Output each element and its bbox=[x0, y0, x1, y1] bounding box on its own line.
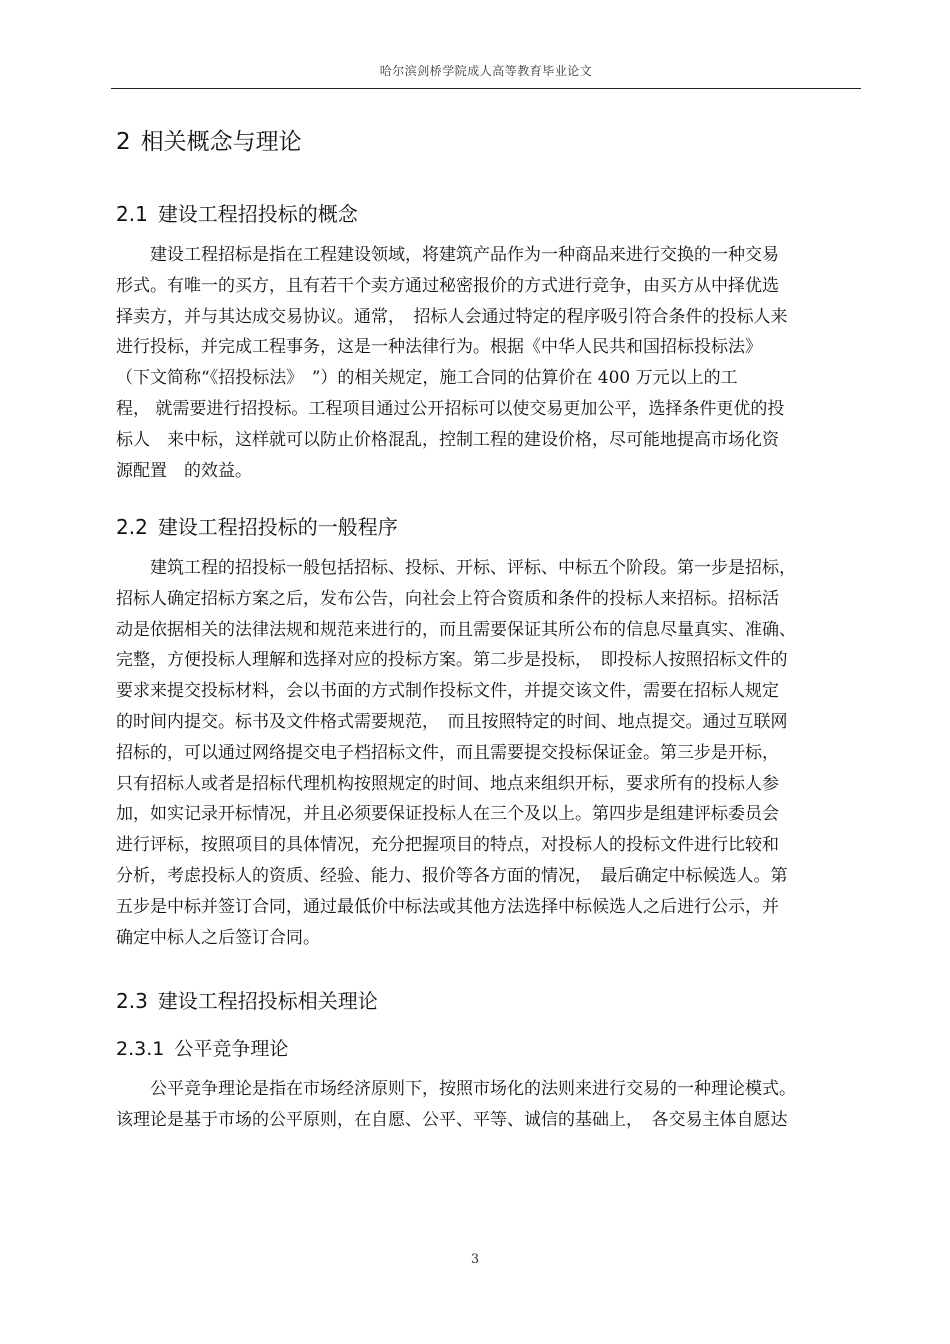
section-number: 2.3 bbox=[116, 989, 148, 1013]
header-divider bbox=[111, 88, 861, 89]
text-line: 该理论是基于市场的公平原则，在自愿、公平、平等、诚信的基础上， 各交易主体自愿达 bbox=[116, 1109, 788, 1130]
subsection-number: 2.3.1 bbox=[116, 1038, 165, 1060]
text-line: （下文简称“《招投标法》 ”）的相关规定，施工合同的估算价在 400 万元以上的工 bbox=[116, 368, 738, 389]
text-line: 招标人确定招标方案之后，发布公告，向社会上符合资质和条件的投标人来招标。招标活 bbox=[116, 588, 779, 609]
chapter-title-text: 相关概念与理论 bbox=[140, 129, 302, 155]
text-line: 建设工程招标是指在工程建设领域，将建筑产品作为一种商品来进行交换的一种交易 bbox=[116, 245, 779, 265]
section-title-2-2 bbox=[116, 511, 398, 540]
section-title-text: 建设工程招投标的一般程序 bbox=[157, 515, 398, 539]
text-line: 源配置 的效益。 bbox=[116, 460, 252, 481]
text-line: 程， 就需要进行招投标。工程项目通过公开招标可以使交易更加公平，选择条件更优的投 bbox=[116, 398, 785, 419]
paragraph-2-3-1 bbox=[116, 1074, 876, 1136]
section-title-2-1 bbox=[116, 198, 358, 227]
text-line: 进行评标，按照项目的具体情况，充分把握项目的特点，对投标人的投标文件进行比较和 bbox=[116, 835, 779, 856]
section-number: 2.2 bbox=[116, 515, 148, 539]
section-title-2-3 bbox=[116, 985, 378, 1014]
text-line: 分析，考虑投标人的资质、经验、能力、报价等各方面的情况， 最后确定中标候选人。第 bbox=[116, 865, 788, 886]
text-line: 要求来提交投标材料，会以书面的方式制作投标文件，并提交该文件，需要在招标人规定 bbox=[116, 681, 779, 702]
section-number: 2.1 bbox=[116, 202, 148, 226]
text-line: 公平竞争理论是指在市场经济原则下，按照市场化的法则来进行交易的一种理论模式。 bbox=[116, 1079, 796, 1099]
text-line: 择卖方，并与其达成交易协议。通常， 招标人会通过特定的程序吸引符合条件的投标人来 bbox=[116, 306, 788, 327]
text-line: 只有招标人或者是招标代理机构按照规定的时间、地点来组织开标，要求所有的投标人参 bbox=[116, 773, 779, 794]
text-line: 五步是中标并签订合同，通过最低价中标法或其他方法选择中标候选人之后进行公示，并 bbox=[116, 896, 779, 917]
text-line: 标人 来中标，这样就可以防止价格混乱，控制工程的建设价格，尽可能地提高市场化资 bbox=[116, 429, 779, 450]
running-header: 哈尔滨剑桥学院成人高等教育毕业论文 bbox=[379, 64, 593, 78]
text-line: 招标的，可以通过网络提交电子档招标文件，而且需要提交投标保证金。第三步是开标， bbox=[116, 742, 779, 763]
chapter-title bbox=[116, 123, 302, 156]
text-line: 完整，方便投标人理解和选择对应的投标方案。第二步是投标， 即投标人按照招标文件的 bbox=[116, 650, 788, 671]
chapter-number: 2 bbox=[116, 129, 131, 155]
text-line: 建筑工程的招投标一般包括招标、投标、开标、评标、中标五个阶段。第一步是招标， bbox=[116, 558, 796, 578]
text-line: 加，如实记录开标情况，并且必须要保证投标人在三个及以上。第四步是组建评标委员会 bbox=[116, 804, 779, 825]
page-number: 3 bbox=[470, 1252, 480, 1267]
text-line: 确定中标人之后签订合同。 bbox=[116, 927, 320, 948]
subsection-title-2-3-1 bbox=[116, 1034, 288, 1061]
text-line: 进行投标，并完成工程事务，这是一种法律行为。根据《中华人民共和国招标投标法》 bbox=[116, 337, 762, 358]
paragraph-2-1 bbox=[116, 240, 876, 486]
text-line: 形式。有唯一的买方，且有若干个卖方通过秘密报价的方式进行竞争，由买方从中择优选 bbox=[116, 275, 779, 296]
paragraph-2-2 bbox=[116, 553, 876, 953]
section-title-text: 建设工程招投标相关理论 bbox=[157, 989, 378, 1013]
text-line: 动是依据相关的法律法规和规范来进行的，而且需要保证其所公布的信息尽量真实、准确、 bbox=[116, 619, 796, 640]
section-title-text: 建设工程招投标的概念 bbox=[157, 202, 358, 226]
subsection-title-text: 公平竞争理论 bbox=[174, 1038, 289, 1060]
text-line: 的时间内提交。标书及文件格式需要规范， 而且按照特定的时间、地点提交。通过互联网 bbox=[116, 711, 788, 732]
